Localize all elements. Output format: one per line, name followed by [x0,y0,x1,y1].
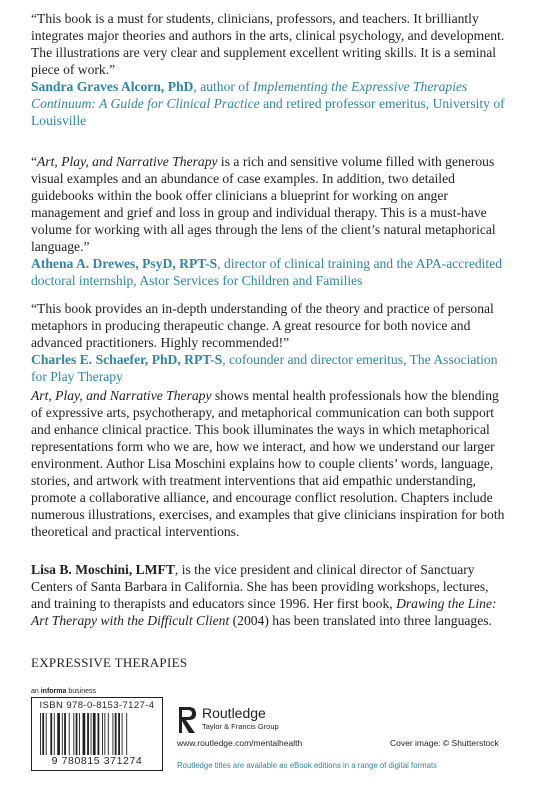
barcode-bar [42,713,44,755]
bio-text-2: (2004) has been translated into three languages. [229,613,492,628]
barcode-bar [54,713,55,755]
quote-1-attribution [31,78,509,129]
publisher-group: Taylor & Francis Group [202,722,279,731]
barcode-bar [93,713,96,755]
barcode-bar [126,713,127,755]
barcode-bar [57,713,60,755]
barcode-bar [122,713,123,755]
barcode-bar [87,713,89,755]
quote-1-book-title: Implementing the Expressive Therapies Continuum: A Guide for Clinical Practice [31,79,468,111]
quote-2-role: , director of clinical training and the APA-accredited doctoral internship, Astor Services for Children and Families [31,256,503,288]
quote-1-text: “This book is a must for students, clinicians, professors, and teachers. It brilliantly integrates major theories and authors in the arts, clinical psychology, and development. The illustrations are very clear and supplement excellent writing skills. It is a seminal piece of work.” [31,11,505,77]
barcode-bar [64,713,66,755]
endorsement-quote-3 [31,300,509,385]
barcode-bar [73,713,74,755]
barcode-bar [69,713,70,755]
endorsement-quote-1 [31,10,509,129]
bio-book-title: Drawing the Line: Art Therapy with the Difficult Client [31,596,497,628]
publisher-name: Routledge [202,705,266,721]
barcode-bar [115,713,117,755]
barcode-bar [50,713,52,755]
quote-2-attribution [31,255,509,289]
barcode-icon [40,713,156,755]
ebook-availability-note: Routledge titles are available as eBook editions in a range of digital formats [177,761,438,770]
isbn-barcode [31,697,163,771]
author-bio [31,561,509,629]
quote-1-role-suffix: and retired professor emeritus, University of Louisville [31,96,505,128]
barcode-bar [40,713,41,755]
barcode-bar [83,713,86,755]
quote-3-role: , cofounder and director emeritus, The Association for Play Therapy [31,352,498,384]
isbn-number: ISBN 978-0-8153-7127-4 [39,700,155,711]
series-label: EXPRESSIVE THERAPIES [31,655,188,670]
cover-image-credit: Cover image: © Shutterstock [390,738,499,748]
barcode-bar [91,713,92,755]
quote-1-author: Sandra Graves Alcorn, PhD [31,79,194,94]
informa-suffix: business [66,688,96,695]
description-body: shows mental health professionals how the blending of expressive arts, psychotherapy, and metaphorical communication can both support and enhance clinical practice. This book illuminates the ways in which metaphorical representations form who we are, how we interact, and how we understand our larger environment. Author Lisa Moschini explains how to couple clients’ words, language, stories, and artwork with treatment interventions that aid empathic understanding, promote a collaborative alliance, and encourage conflict resolution. Chapters include numerous illustrations, exercises, and examples that give clinicians inspiration for both theoretical and practical interventions. [31,388,505,539]
quote-2-open-mark: “ [31,154,38,169]
quote-3-author: Charles E. Schaefer, PhD, RPT-S [31,352,223,367]
barcode-bar [102,713,103,755]
endorsement-quote-2 [31,153,509,289]
barcode-bar [118,713,120,755]
quote-2-book-title: Art, Play, and Narrative Therapy [37,154,218,169]
quote-3-text: “This book provides an in-depth understanding of the theory and practice of personal metaphors in producing therapeutic change. A great resource for both novice and advanced practitioners. Highly recommended!” [31,301,494,350]
quote-2-body: is a rich and sensitive volume filled with generous visual examples and an abundance of case examples. In addition, two detailed guidebooks within the book offer clinicians a blueprint for working on anger management and grief and loss in group and individual therapy. This is a must-have volume for working with all ages through the lens of the client’s natural metaphorical language.” [31,154,496,254]
informa-brand: informa [40,688,67,695]
quote-1-role-prefix: , author of [193,79,254,94]
barcode-bar [108,713,109,755]
bio-text-1: , is the vice president and clinical director of Sanctuary Centers of Santa Barbara in California. She has been providing workshops, lectures, and training to therapists and educators since 1996. Her first book, [31,562,489,611]
quote-3-attribution [31,351,509,385]
barcode-bar [76,713,78,755]
description-book-title: Art, Play, and Narrative Therapy [31,388,212,403]
barcode-bar [98,713,100,755]
book-description [31,387,509,540]
informa-business-tag [31,688,96,695]
ean-number: 9 780815 371274 [51,755,143,767]
barcode-bar [46,713,47,755]
barcode-bar [112,713,113,755]
informa-prefix: an [31,688,41,695]
routledge-logo-icon [177,705,199,735]
barcode-bar [104,713,105,755]
bio-author-name: Lisa B. Moschini, LMFT [31,562,175,577]
quote-2-author: Athena A. Drewes, PsyD, RPT-S [31,256,218,271]
publisher-url: www.routledge.com/mentalhealth [177,738,303,748]
quote-2-text [31,154,496,254]
barcode-bar [62,713,63,755]
barcode-bar [79,713,80,755]
